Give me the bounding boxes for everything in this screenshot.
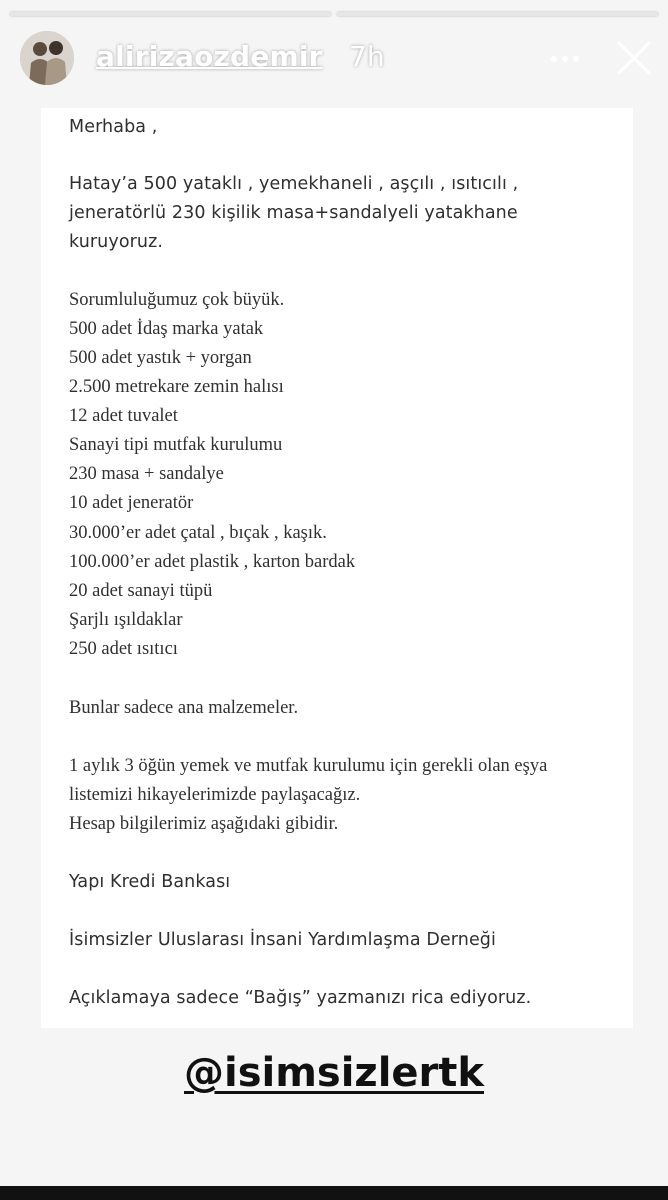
letter-list-note-line: listemizi hikayelerimizde paylaşacağız. [69, 785, 361, 805]
letter-main-note: Bunlar sadece ana malzemeler. [69, 698, 299, 718]
letter-account-name: İsimsizler Uluslarası İnsani Yardımlaşma Derneği [69, 930, 496, 950]
letter-intro-line: jeneratörlü 230 kişilik masa+sandalyeli yatakhane [69, 203, 518, 223]
letter-list-note-line: 1 aylık 3 öğün yemek ve mutfak kurulumu için gerekli olan eşya [69, 756, 548, 776]
letter-item: 2.500 metrekare zemin halısı [69, 377, 284, 397]
close-icon[interactable] [616, 40, 652, 76]
letter-responsibility: Sorumluluğumuz çok büyük. [69, 290, 285, 310]
post-time: 7h [349, 40, 385, 73]
letter-item: Şarjlı ışıldaklar [69, 610, 183, 630]
letter-intro-line: Hatay’a 500 yataklı , yemekhaneli , aşçılı , ısıtıcılı , [69, 174, 519, 194]
mention-sticker[interactable]: @isimsizlertk [184, 1050, 484, 1096]
letter-item: Sanayi tipi mutfak kurulumu [69, 435, 283, 455]
letter-item: 500 adet İdaş marka yatak [69, 319, 264, 339]
story-progress-segment-2 [337, 12, 658, 16]
letter-item: 100.000’er adet plastik , karton bardak [69, 552, 356, 572]
bottom-bar [0, 1186, 668, 1200]
letter-item: 20 adet sanayi tüpü [69, 581, 213, 601]
letter-item: 30.000’er adet çatal , bıçak , kaşık. [69, 523, 327, 543]
letter-greeting: Merhaba , [69, 117, 158, 137]
avatar[interactable] [20, 31, 74, 85]
username-link[interactable]: alirizaozdemir [96, 40, 323, 73]
letter-item: 250 adet ısıtıcı [69, 639, 178, 659]
letter-list-note-line: Hesap bilgilerimiz aşağıdaki gibidir. [69, 814, 339, 834]
avatar-photo-icon [20, 31, 74, 85]
letter-item: 10 adet jeneratör [69, 493, 194, 513]
letter-description-note: Açıklamaya sadece “Bağış” yazmanızı rica ediyoruz. [69, 988, 532, 1008]
letter-item: 230 masa + sandalye [69, 464, 224, 484]
letter-bank-name: Yapı Kredi Bankası [69, 872, 231, 892]
more-horizontal-icon[interactable] [550, 50, 580, 68]
story-progress-segment-1 [10, 12, 331, 16]
letter-item: 500 adet yastık + yorgan [69, 348, 252, 368]
letter-item: 12 adet tuvalet [69, 406, 178, 426]
letter-intro-line: kuruyoruz. [69, 232, 164, 252]
